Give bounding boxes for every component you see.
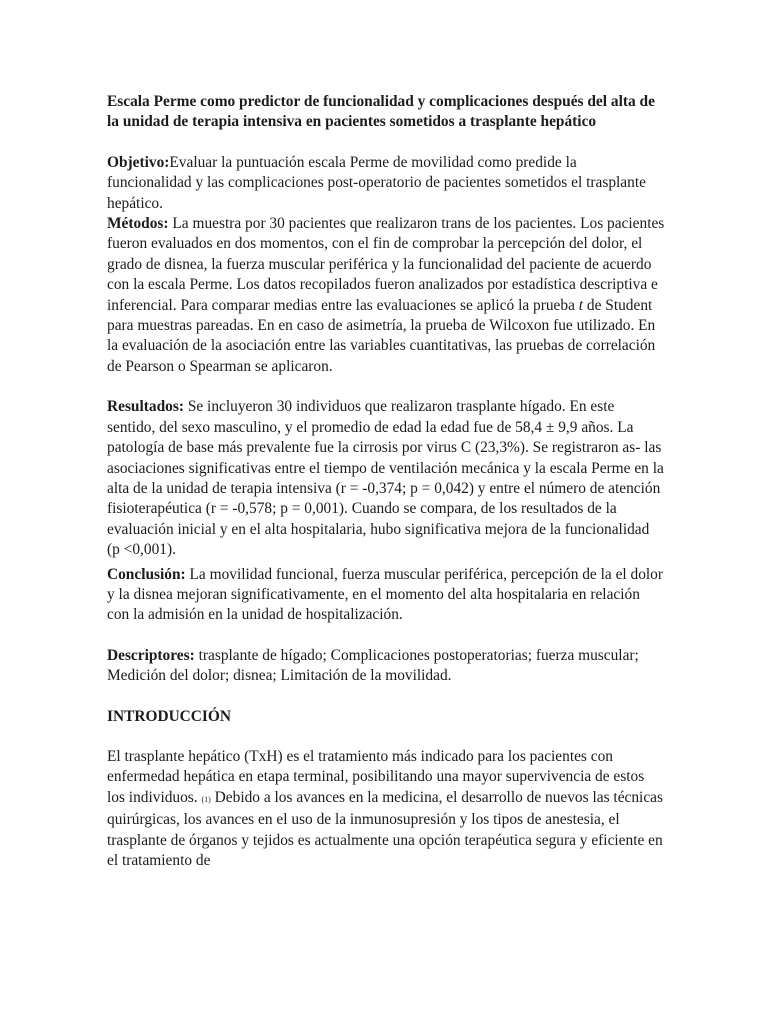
introduccion-heading: INTRODUCCIÓN — [107, 707, 231, 725]
objetivo-text: Evaluar la puntuación escala Perme de movilidad como predide la funcionalidad y las complicaciones post-operatorio de pacientes sometidos el trasplante hepático. — [107, 153, 646, 212]
resultados-label: Resultados: — [107, 398, 184, 416]
metodos-text-a: La muestra por 30 pacientes que realizaron trans de los pacientes. Los pacientes fueron evaluados en dos momentos, con el fin de comprobar la percepción del dolor, el grado de disnea, la fuerza muscular periférica y la funcionalidad del paciente de acuerdo con la escala Perme. Los datos recopilados fueron analizados por estadística descriptiva e inferencial. Para comparar medias entre las evaluaciones se aplicó la prueba — [107, 215, 665, 314]
objetivo-label: Objetivo: — [107, 153, 170, 171]
introduccion-text-b: Debido a los avances en la medicina, el desarrollo de nuevos las técnicas quirúrgicas, los avances en el uso de la inmunosupresión y los tipos de anestesia, el trasplante de órganos y tejidos es actualmente una opción terapéutica segura y eficiente en el tratamiento de — [107, 788, 663, 869]
metodos-t-symbol: t — [578, 296, 584, 314]
document-page — [107, 92, 665, 871]
descriptores-text: trasplante de hígado; Complicaciones postoperatorias; fuerza muscular; Medición del dolor; disnea; Limitación de la movilidad. — [107, 646, 639, 685]
introduccion-paragraph — [107, 747, 665, 871]
descriptores-label: Descriptores: — [107, 646, 195, 664]
metodos-text-b: de Student para muestras pareadas. En en caso de asimetría, la prueba de Wilcoxon fue utilizado. En la evaluación de la asociación entre las variables cuantitativas, las pruebas de correlación de Pearson o Spearman se aplicaron. — [107, 296, 656, 375]
document-title: Escala Perme como predictor de funcionalidad y complicaciones después del alta de la unidad de terapia intensiva en pacientes sometidos a trasplante hepático — [107, 93, 655, 131]
conclusion-text: La movilidad funcional, fuerza muscular periférica, percepción de la el dolor y la disnea mejoran significativamente, en el momento del alta hospitalaria en relación con la admisión en la unidad de hospitalización. — [107, 565, 664, 624]
resultados-paragraph — [107, 397, 665, 560]
resultados-text: Se incluyeron 30 individuos que realizaron trasplante hígado. En este sentido, del sexo masculino, y el promedio de edad la edad fue de 58,4 ± 9,9 años. La patología de base más prevalente fue la cirrosis por virus C (23,3%). Se registraron as- las asociaciones significativas entre el tiempo de ventilación mecánica y la escala Perme en la alta de la unidad de terapia intensiva (r = -0,374; p = 0,042) y entre el número de atención fisioterapéutica (r = -0,578; p = 0,001). Cuando se compara, de los resultados de la evaluación inicial y en el alta hospitalaria, hubo significativa mejora de la funcionalidad (p <0,001). — [107, 398, 664, 559]
introduccion-text-a: El trasplante hepático (TxH) es el tratamiento más indicado para los pacientes con enfermedad hepática en etapa terminal, posibilitando una mayor supervivencia de estos los individuos. — [107, 747, 645, 806]
spacer — [107, 377, 665, 397]
conclusion-paragraph — [107, 565, 665, 626]
descriptores-paragraph — [107, 646, 665, 687]
conclusion-label: Conclusión: — [107, 565, 186, 583]
citation-ref: (1) — [201, 794, 211, 804]
metodos-paragraph — [107, 214, 665, 377]
metodos-label: Métodos: — [107, 215, 169, 233]
spacer — [107, 626, 665, 646]
spacer — [107, 727, 665, 747]
objetivo-paragraph — [107, 153, 665, 214]
spacer — [107, 687, 665, 707]
